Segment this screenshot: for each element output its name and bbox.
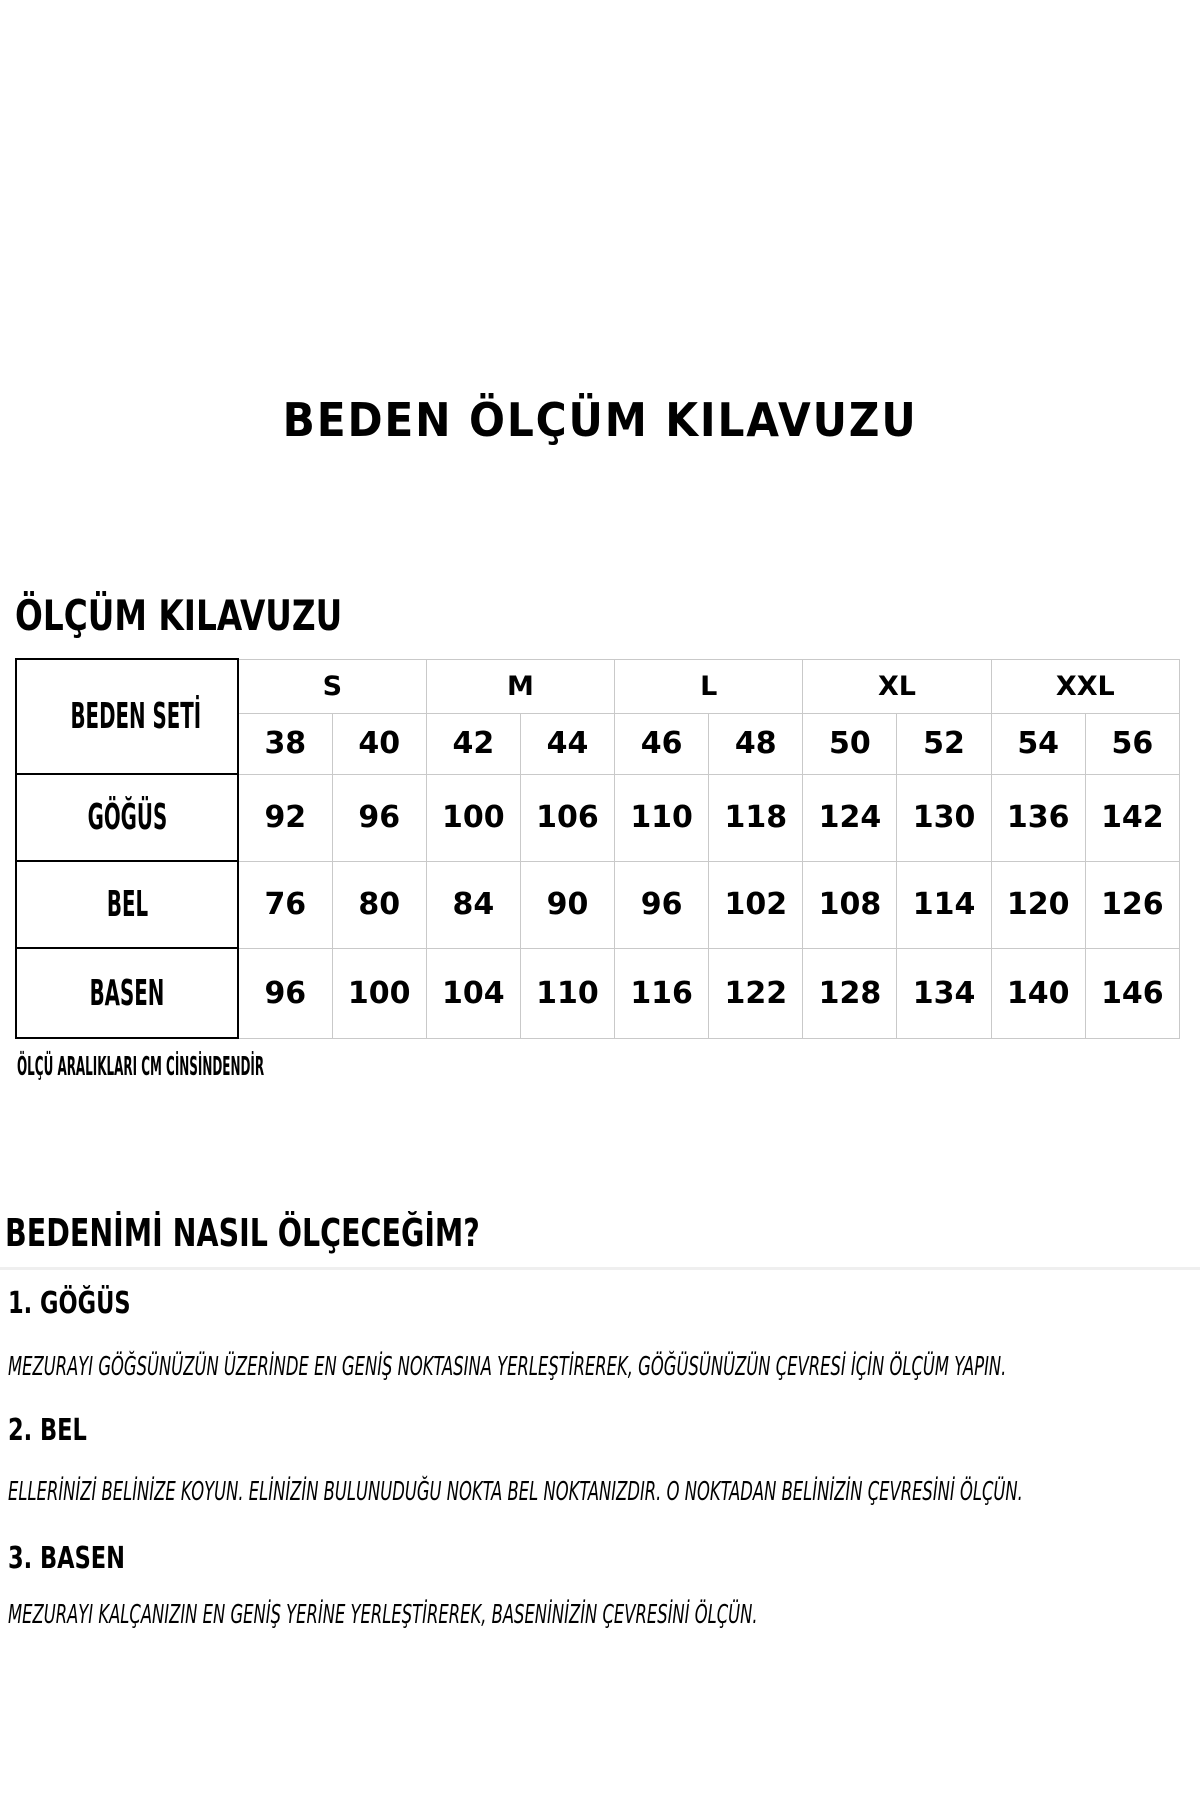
howto-heading: [5, 1211, 638, 1255]
measurement-value: 84: [426, 861, 520, 948]
page-title: [0, 393, 1200, 447]
measurement-value: 122: [709, 948, 803, 1038]
size-group-s: S: [238, 659, 426, 713]
measurement-value: 128: [803, 948, 897, 1038]
size-table-container: [15, 658, 1180, 1039]
measurement-value: 124: [803, 774, 897, 861]
measurement-value: 134: [897, 948, 991, 1038]
measurement-value: 90: [520, 861, 614, 948]
measurement-value: 118: [709, 774, 803, 861]
measurement-value: 136: [991, 774, 1085, 861]
measurement-value: 106: [520, 774, 614, 861]
measurement-value: 126: [1085, 861, 1179, 948]
howto-heading-text: BEDENİMİ NASIL ÖLÇECEĞİM?: [5, 1211, 480, 1255]
measurement-label-basen: BASEN: [16, 948, 238, 1038]
measurement-value: 110: [520, 948, 614, 1038]
measurement-value: 120: [991, 861, 1085, 948]
size-number-cell: 50: [803, 713, 897, 774]
measurement-value: 110: [615, 774, 709, 861]
size-group-l: L: [615, 659, 803, 713]
measurement-value: 140: [991, 948, 1085, 1038]
table-row-basen: [16, 948, 1180, 1038]
measurement-value: 80: [332, 861, 426, 948]
units-note-text: ÖLÇÜ ARALIKLARI CM CİNSİNDENDİR: [17, 1052, 265, 1082]
measurement-value: 108: [803, 861, 897, 948]
size-number-cell: 52: [897, 713, 991, 774]
step-text-basen: MEZURAYI KALÇANIZIN EN GENİŞ YERİNE YERLEŞTİREREK, BASENİNİZİN ÇEVRESİNİ ÖLÇÜN.: [8, 1600, 758, 1630]
measurement-label-bel: BEL: [16, 861, 238, 948]
measurement-value: 92: [238, 774, 332, 861]
step-text-bel: ELLERİNİZİ BELİNİZE KOYUN. ELİNİZİN BULUNUDUĞU NOKTA BEL NOKTANIZDIR. O NOKTADAN BELİNİZİN ÇEVRESİNİ ÖLÇÜN.: [8, 1477, 1023, 1507]
measurement-value: 146: [1085, 948, 1179, 1038]
size-number-cell: 54: [991, 713, 1085, 774]
size-number-cell: 44: [520, 713, 614, 774]
table-row-bel: [16, 861, 1180, 948]
measurement-value: 104: [426, 948, 520, 1038]
step-title-basen: 3. BASEN: [8, 1541, 126, 1576]
measurement-value: 96: [615, 861, 709, 948]
size-number-cell: 48: [709, 713, 803, 774]
step-title-bel: 2. BEL: [8, 1413, 87, 1448]
section-divider: [0, 1267, 1200, 1270]
measurement-label-gogus: GÖĞÜS: [16, 774, 238, 861]
units-note: [17, 1052, 554, 1082]
step-text-gogus: MEZURAYI GÖĞSÜNÜZÜN ÜZERİNDE EN GENİŞ NOKTASINA YERLEŞTİREREK, GÖĞÜSÜNÜZÜN ÇEVRESİ İÇİN ÖLÇÜM YAPIN.: [8, 1352, 1007, 1382]
measurement-guide-heading: [15, 591, 435, 640]
size-number-cell: 56: [1085, 713, 1179, 774]
measurement-value: 130: [897, 774, 991, 861]
size-group-xxl: XXL: [991, 659, 1179, 713]
size-number-cell: 40: [332, 713, 426, 774]
row-header-beden-seti: BEDEN SETİ: [16, 659, 238, 774]
size-number-cell: 42: [426, 713, 520, 774]
measurement-value: 96: [238, 948, 332, 1038]
size-number-cell: 38: [238, 713, 332, 774]
size-table: [15, 658, 1180, 1039]
size-group-m: M: [426, 659, 614, 713]
measurement-value: 96: [332, 774, 426, 861]
measurement-guide-heading-text: ÖLÇÜM KILAVUZU: [15, 591, 343, 640]
table-row-size-groups: [16, 659, 1180, 713]
table-row-gogus: [16, 774, 1180, 861]
size-number-cell: 46: [615, 713, 709, 774]
measurement-value: 100: [332, 948, 426, 1038]
size-group-xl: XL: [803, 659, 991, 713]
measurement-value: 100: [426, 774, 520, 861]
step-title-gogus: 1. GÖĞÜS: [8, 1286, 131, 1321]
measurement-value: 76: [238, 861, 332, 948]
page-title-text: BEDEN ÖLÇÜM KILAVUZU: [282, 393, 918, 447]
measurement-value: 142: [1085, 774, 1179, 861]
measurement-value: 114: [897, 861, 991, 948]
measurement-value: 102: [709, 861, 803, 948]
measurement-value: 116: [615, 948, 709, 1038]
